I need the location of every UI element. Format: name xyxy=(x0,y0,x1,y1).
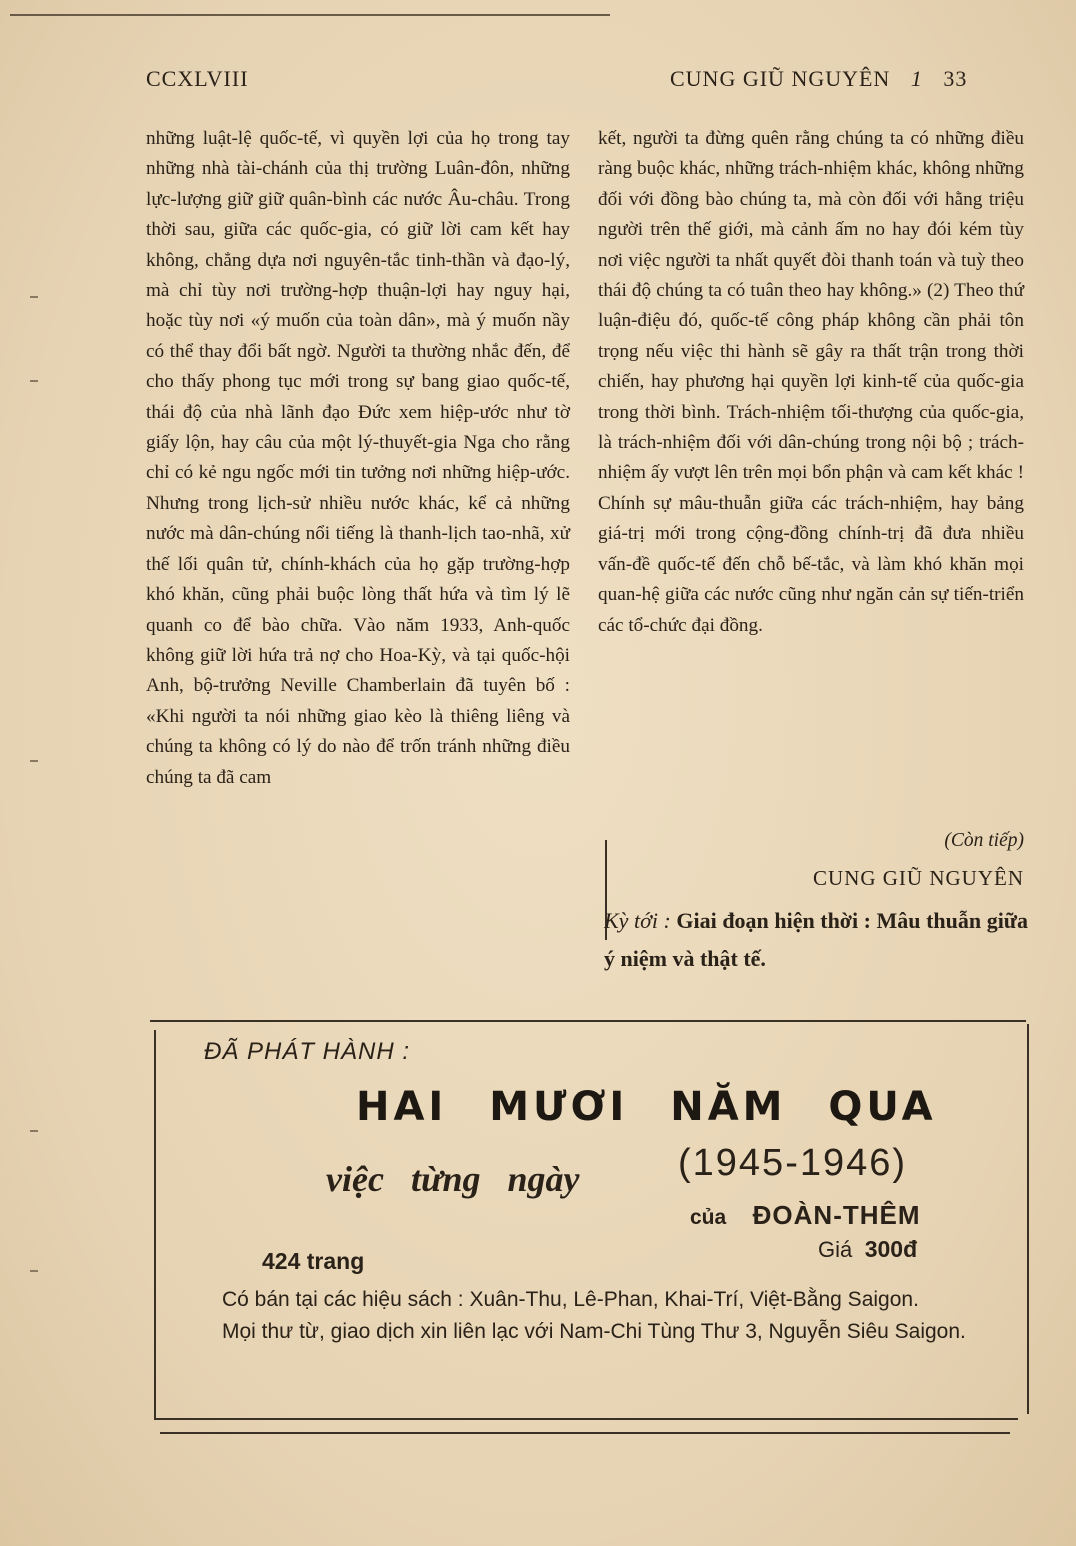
continued-note: (Còn tiếp) xyxy=(944,830,1024,851)
article-right-column xyxy=(598,124,1024,641)
book-years: (1945-1946) xyxy=(678,1142,908,1184)
margin-mark xyxy=(30,1270,38,1272)
margin-mark xyxy=(30,296,38,298)
article-text-left: những luật-lệ quốc-tế, vì quyền lợi của họ trong tay những nhà tài-chánh của thị trường Luân-đôn, những lực-lượng giữ giữ quân-bình các nước Âu-châu. Trong thời sau, giữa các quốc-gia, có giữ lời cam kết hay không, chẳng dựa nơi nguyên-tắc tinh-thần và đạo-lý, mà chỉ tùy nơi trường-hợp thuận-lợi hay nguy hại, hoặc tùy nơi «ý muốn của toàn dân», mà ý muốn nầy có thể thay đổi bất ngờ. Người ta thường nhắc đến, để cho thấy phong tục mới trong sự bang giao quốc-tế, thái độ của nhà lãnh đạo Đức xem hiệp-ước như tờ giấy lộn, hay câu của một lý-thuyết-gia Nga cho rằng chỉ có kẻ ngu ngốc mới tin tưởng nơi những hiệp-ước. Nhưng trong lịch-sử nhiều nước khác, kể cả những nước mà dân-chúng nổi tiếng là thanh-lịch tao-nhã, xử thế lối quân tử, chính-khách của họ gặp trường-hợp khó khăn, cũng phải buộc lòng thất hứa và tìm lý lẽ quanh co để bào chữa. Vào năm 1933, Anh-quốc không giữ lời hứa trả nợ cho Hoa-Kỳ, và tại quốc-hội Anh, bộ-trưởng Neville Chamberlain đã tuyên bố : «Khi người ta nói những giao kèo là thiêng liêng và chúng ta không có lý do nào để trốn tránh những điều chúng ta đã cam xyxy=(146,128,570,788)
ad-right-border xyxy=(1027,1024,1029,1414)
next-issue-note xyxy=(604,902,1028,978)
next-issue-text: Giai đoạn hiện thời : Mâu thuẫn giữa ý niệm và thật tế. xyxy=(604,908,1029,971)
margin-mark xyxy=(30,380,38,382)
price-value: 300đ xyxy=(864,1236,918,1262)
margin-mark xyxy=(30,760,38,762)
book-author-line xyxy=(690,1200,921,1231)
book-title: HAI MƯƠI NĂM QUA xyxy=(356,1084,937,1130)
page-number: 33 xyxy=(943,66,968,91)
contact-info: Mọi thư từ, giao dịch xin liên lạc với Nam-Chi Tùng Thư 3, Nguyễn Siêu Saigon. xyxy=(222,1320,966,1343)
volume-number: CCXLVIII xyxy=(146,66,249,91)
issue-number: 1 xyxy=(910,66,923,91)
book-subtitle: việc từng ngày xyxy=(326,1159,580,1199)
book-price xyxy=(818,1236,917,1263)
ad-info xyxy=(222,1284,982,1348)
next-issue-label: Kỳ tới : xyxy=(604,908,671,933)
margin-mark xyxy=(30,1130,38,1132)
price-label: Giá xyxy=(818,1237,853,1262)
running-header xyxy=(670,66,1020,92)
ad-bottom-border xyxy=(156,1418,1018,1420)
article-text-right: kết, người ta đừng quên rằng chúng ta có những điều ràng buộc khác, những trách-nhiệm khác, không những đối với đồng bào chúng ta, mà còn đối với hằng triệu người trên thế giới, mà cảnh ấm no hay đói kém tùy nơi việc người ta nhất quyết đòi thanh toán và tuỳ theo thái độ chúng ta có tuân theo hay không.» (2) Theo thứ luận-điệu đó, quốc-tế công pháp không cần phải tôn trọng nếu việc thi hành sẽ gây ra thất trận trong thời chiến, hay phương hại quyền lợi kinh-tế của quốc-gia trong thời bình. Trách-nhiệm tối-thượng của quốc-gia, là trách-nhiệm đối với dân-chúng trong nội bộ ; trách-nhiệm ấy vượt lên trên mọi bổn phận và cam kết khác ! Chính sự mâu-thuẫn giữa các trách-nhiệm, hay bảng giá-trị mới trong cộng-đồng chính-trị đã đưa nhiều vấn-đề quốc-tế đến chỗ bế-tắc, và làm khó khăn mọi quan-hệ giữa các nước cũng như ngăn cản sự tiến-triển các tổ-chức đại đồng. xyxy=(598,128,1024,636)
running-title: CUNG GIŨ NGUYÊN xyxy=(670,66,891,91)
book-by-label: của xyxy=(690,1206,727,1229)
article-author: CUNG GIŨ NGUYÊN xyxy=(813,866,1024,890)
ad-top-border xyxy=(150,1020,1026,1022)
article-left-column xyxy=(146,124,570,793)
book-author: ĐOÀN-THÊM xyxy=(752,1200,921,1230)
book-pages: 424 trang xyxy=(262,1248,365,1274)
sales-info: Có bán tại các hiệu sách : Xuân-Thu, Lê-Phan, Khai-Trí, Việt-Bằng Saigon. xyxy=(222,1288,919,1311)
ad-left-border xyxy=(154,1030,156,1420)
top-edge-rule xyxy=(10,14,610,16)
page-bottom-rule xyxy=(160,1432,1010,1434)
ad-published-label: ĐÃ PHÁT HÀNH : xyxy=(204,1038,411,1065)
